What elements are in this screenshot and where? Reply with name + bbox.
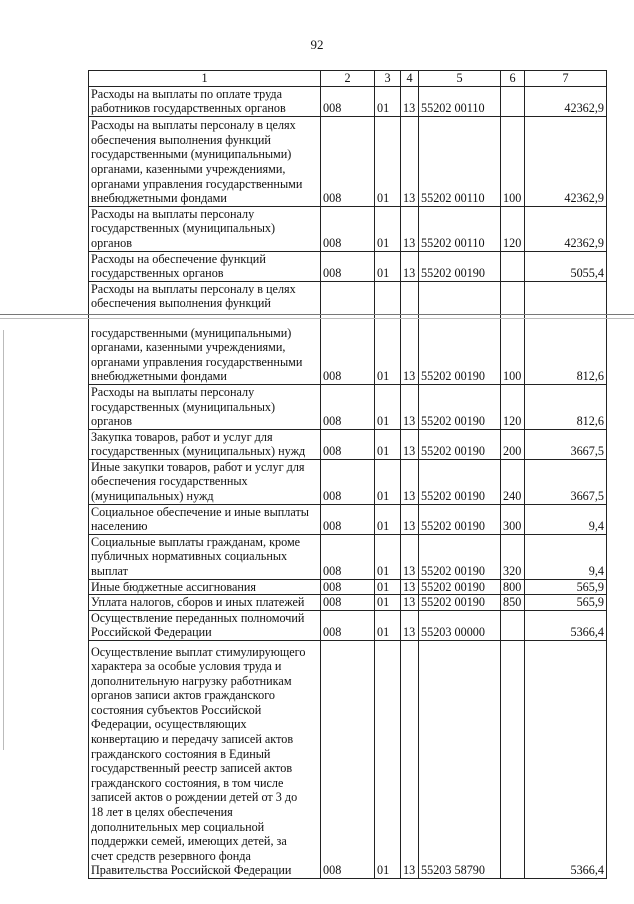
table-row: [89, 251, 607, 281]
row-code-target: 55202 00190: [419, 251, 501, 281]
row-code-target: 55202 00190: [419, 429, 501, 459]
table-row: [89, 429, 607, 459]
row-description-text: Расходы на выплаты персоналу в целях обеспечения выполнения функций государственными (муниципальными) органами, казенными учреждениями, органами управления государственными внебюджетными фондами: [91, 118, 303, 206]
row-code-admin: 008: [321, 459, 375, 504]
row-code-expense: 120: [501, 384, 525, 429]
table-row: [89, 206, 607, 251]
row-code-target: 55203 58790: [419, 641, 501, 879]
row-code-target: 55203 00000: [419, 610, 501, 640]
row-description-text: Расходы на выплаты персоналу государственных (муниципальных) органов: [91, 384, 276, 429]
header-col-3: 3: [375, 71, 401, 87]
row-description: [89, 206, 321, 251]
row-code-target: 55202 00190: [419, 384, 501, 429]
row-amount: 42362,9: [525, 116, 607, 206]
row-amount: 9,4: [525, 504, 607, 534]
row-code-admin: 008: [321, 384, 375, 429]
row-code-expense: 320: [501, 534, 525, 579]
row-description: [89, 281, 321, 384]
row-code-target: 55202 00110: [419, 86, 501, 116]
row-code-expense: [501, 641, 525, 879]
table-row: [89, 281, 607, 384]
row-code-subsection: 13: [401, 641, 419, 879]
table-row: [89, 384, 607, 429]
row-code-subsection: 13: [401, 281, 419, 384]
row-code-subsection: 13: [401, 429, 419, 459]
header-col-5: 5: [419, 71, 501, 87]
table-row: [89, 116, 607, 206]
row-description: [89, 595, 321, 611]
row-code-subsection: 13: [401, 579, 419, 595]
row-code-expense: [501, 251, 525, 281]
row-code-section: 01: [375, 116, 401, 206]
row-code-section: 01: [375, 429, 401, 459]
row-description-text: Расходы на выплаты персоналу в целях обеспечения выполнения функций государственными (муниципальными) органами, казенными учреждениями, органами управления государственными внебюджетными фондами: [91, 281, 303, 384]
row-code-subsection: 13: [401, 384, 419, 429]
row-code-admin: 008: [321, 281, 375, 384]
row-code-section: 01: [375, 251, 401, 281]
row-code-subsection: 13: [401, 206, 419, 251]
row-code-section: 01: [375, 504, 401, 534]
header-col-4: 4: [401, 71, 419, 87]
row-description: [89, 610, 321, 640]
table-row: [89, 610, 607, 640]
row-code-target: 55202 00190: [419, 504, 501, 534]
row-amount: 812,6: [525, 281, 607, 384]
row-code-section: 01: [375, 595, 401, 611]
row-code-section: 01: [375, 534, 401, 579]
row-amount: 3667,5: [525, 459, 607, 504]
row-code-admin: 008: [321, 251, 375, 281]
row-code-subsection: 13: [401, 610, 419, 640]
row-description-text: Расходы на выплаты по оплате труда работников государственных органов: [91, 86, 286, 116]
row-description: [89, 641, 321, 879]
row-code-admin: 008: [321, 429, 375, 459]
row-code-admin: 008: [321, 86, 375, 116]
row-description: [89, 86, 321, 116]
row-code-subsection: 13: [401, 504, 419, 534]
row-code-subsection: 13: [401, 595, 419, 611]
row-description-text: Закупка товаров, работ и услуг для государственных (муниципальных) нужд: [91, 429, 306, 459]
row-code-section: 01: [375, 459, 401, 504]
header-row: [89, 71, 607, 87]
row-code-expense: 800: [501, 579, 525, 595]
header-col-1: 1: [89, 71, 321, 87]
row-code-expense: 100: [501, 116, 525, 206]
row-description: [89, 251, 321, 281]
table-row: [89, 504, 607, 534]
row-code-admin: 008: [321, 206, 375, 251]
row-code-admin: 008: [321, 534, 375, 579]
row-description-text: Расходы на выплаты персоналу государственных (муниципальных) органов: [91, 206, 276, 250]
row-amount: 3667,5: [525, 429, 607, 459]
row-amount: 565,9: [525, 595, 607, 611]
header-col-7: 7: [525, 71, 607, 87]
row-code-subsection: 13: [401, 459, 419, 504]
row-description-text: Осуществление переданных полномочий Российской Федерации: [91, 610, 305, 640]
row-code-section: 01: [375, 579, 401, 595]
row-code-admin: 008: [321, 641, 375, 879]
row-amount: 5366,4: [525, 610, 607, 640]
row-code-admin: 008: [321, 595, 375, 611]
row-description: [89, 504, 321, 534]
row-code-subsection: 13: [401, 534, 419, 579]
table-row: [89, 86, 607, 116]
row-description-text: Социальные выплаты гражданам, кроме публичных нормативных социальных выплат: [91, 534, 301, 579]
row-code-admin: 008: [321, 579, 375, 595]
row-amount: 565,9: [525, 579, 607, 595]
row-code-target: 55202 00190: [419, 595, 501, 611]
row-amount: 42362,9: [525, 86, 607, 116]
row-code-admin: 008: [321, 116, 375, 206]
row-amount: 812,6: [525, 384, 607, 429]
row-code-expense: [501, 610, 525, 640]
table-row: [89, 459, 607, 504]
row-code-section: 01: [375, 384, 401, 429]
table-row: [89, 595, 607, 611]
row-amount: 42362,9: [525, 206, 607, 251]
row-code-section: 01: [375, 86, 401, 116]
scan-line: [0, 318, 634, 319]
row-amount: 5366,4: [525, 641, 607, 879]
table-row: [89, 534, 607, 579]
row-description-text: Социальное обеспечение и иные выплаты населению: [91, 504, 309, 534]
row-amount: 9,4: [525, 534, 607, 579]
row-description: [89, 579, 321, 595]
row-code-target: 55202 00190: [419, 281, 501, 384]
row-code-expense: 120: [501, 206, 525, 251]
row-code-expense: 850: [501, 595, 525, 611]
row-code-subsection: 13: [401, 116, 419, 206]
row-description: [89, 534, 321, 579]
row-code-target: 55202 00110: [419, 116, 501, 206]
row-code-target: 55202 00190: [419, 579, 501, 595]
table-row: [89, 641, 607, 879]
scan-line: [0, 314, 634, 315]
row-code-expense: [501, 86, 525, 116]
row-code-section: 01: [375, 610, 401, 640]
row-code-target: 55202 00190: [419, 534, 501, 579]
row-code-subsection: 13: [401, 251, 419, 281]
row-code-section: 01: [375, 281, 401, 384]
row-description-text: Уплата налогов, сборов и иных платежей: [91, 595, 305, 610]
row-description-text: Иные бюджетные ассигнования: [91, 579, 257, 594]
table-row: [89, 579, 607, 595]
row-description: [89, 459, 321, 504]
row-description: [89, 384, 321, 429]
margin-mark: [3, 330, 4, 750]
row-description-text: Расходы на обеспечение функций государственных органов: [91, 251, 266, 281]
header-col-2: 2: [321, 71, 375, 87]
row-code-expense: 240: [501, 459, 525, 504]
row-description-text: Осуществление выплат стимулирующего характера за особые условия труда и дополнительную нагрузку работникам органов записи актов гражданского состояния субъектов Российской Федерации, осуществляющих конвертацию и передачу записей актов гражданского состояния в Единый государственный реестр записей актов гражданского состояния, в том числе записей актов о рождении детей от 3 до 18 лет в целях обеспечения дополнительных мер социальной поддержки семей, имеющих детей, за счет средств резервного фонда Правительства Российской Федерации: [91, 644, 306, 878]
row-code-subsection: 13: [401, 86, 419, 116]
row-code-expense: 200: [501, 429, 525, 459]
row-code-admin: 008: [321, 504, 375, 534]
row-code-section: 01: [375, 641, 401, 879]
header-col-6: 6: [501, 71, 525, 87]
row-description-text: Иные закупки товаров, работ и услуг для обеспечения государственных (муниципальных) нужд: [91, 459, 305, 504]
row-code-admin: 008: [321, 610, 375, 640]
row-amount: 5055,4: [525, 251, 607, 281]
row-code-expense: 300: [501, 504, 525, 534]
row-code-target: 55202 00190: [419, 459, 501, 504]
row-code-target: 55202 00110: [419, 206, 501, 251]
row-description: [89, 116, 321, 206]
row-code-section: 01: [375, 206, 401, 251]
row-description: [89, 429, 321, 459]
page-number: 92: [310, 37, 324, 52]
budget-table: [88, 70, 607, 879]
row-code-expense: 100: [501, 281, 525, 384]
